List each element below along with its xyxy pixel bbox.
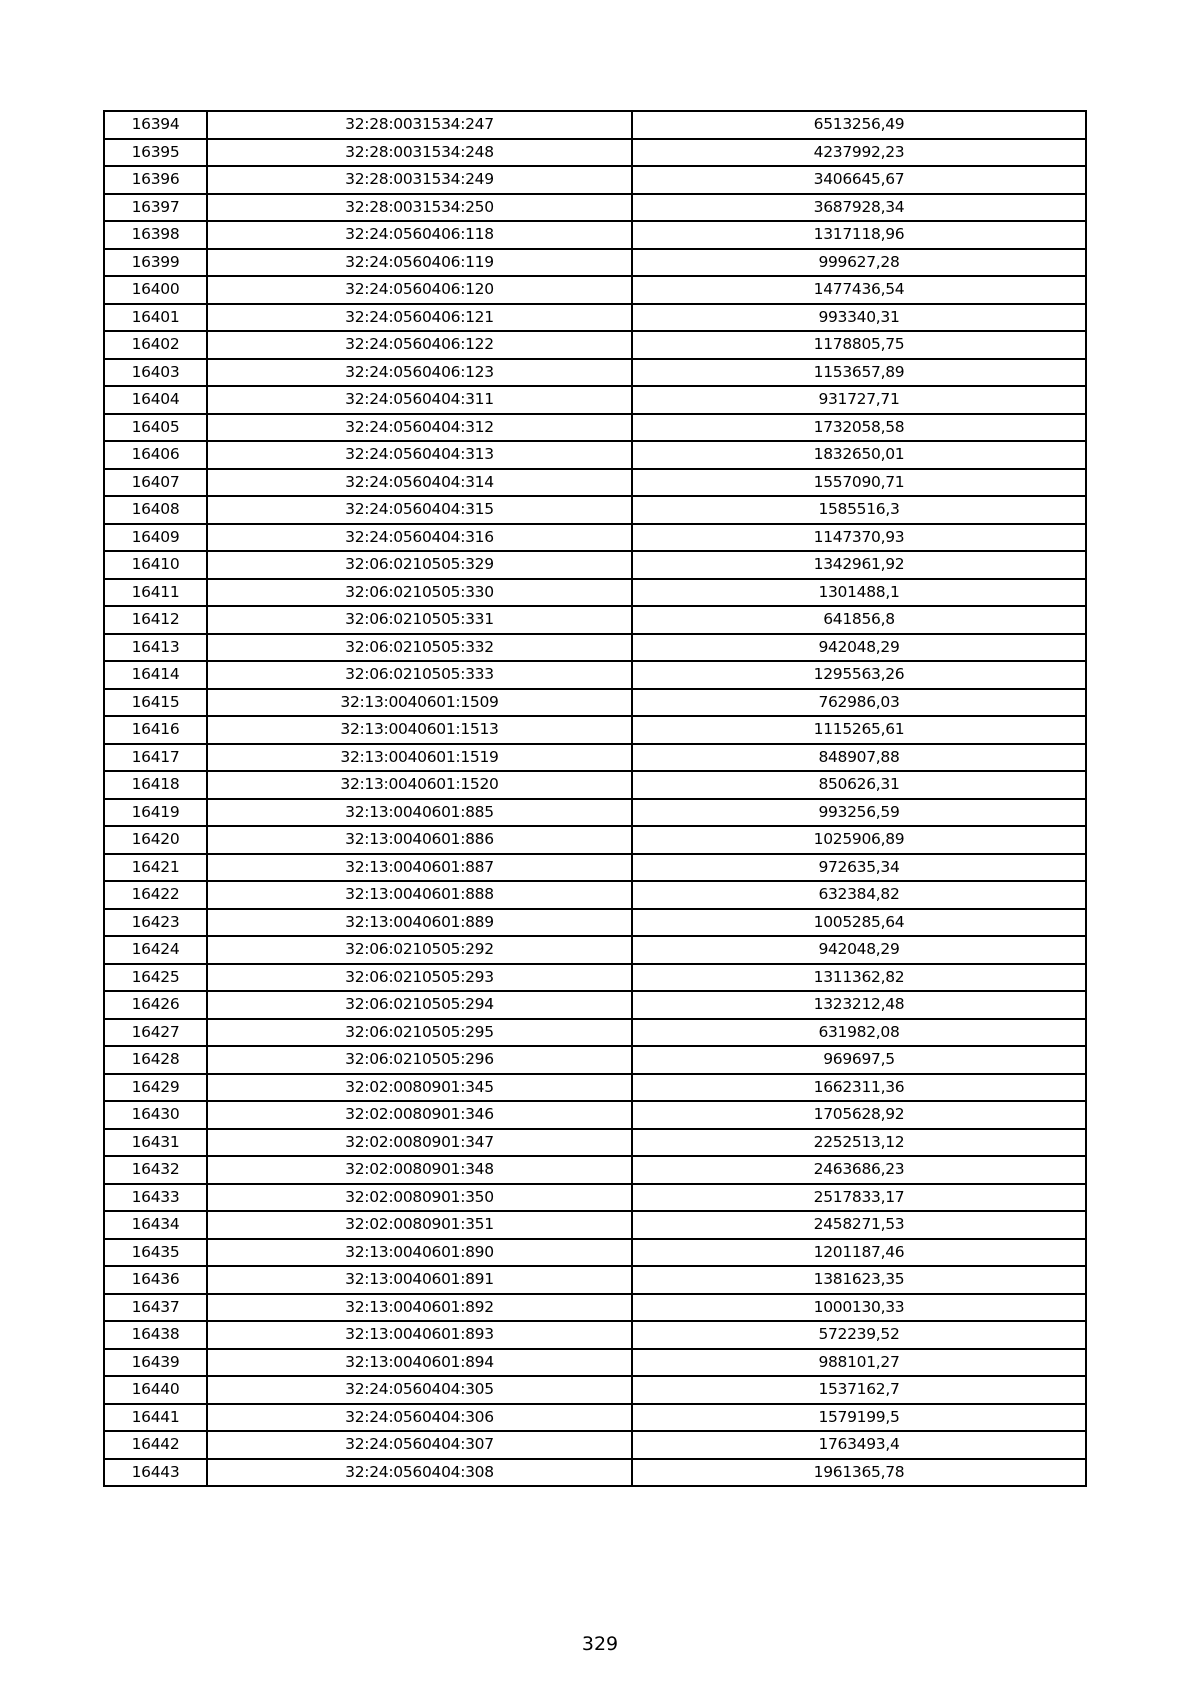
row-number-cell: 16432 xyxy=(104,1156,207,1184)
cadastral-number-cell: 32:02:0080901:348 xyxy=(207,1156,632,1184)
cadastral-number-cell: 32:24:0560404:313 xyxy=(207,441,632,469)
value-cell: 1585516,3 xyxy=(632,496,1086,524)
row-number-cell: 16395 xyxy=(104,139,207,167)
table-row xyxy=(104,441,1086,469)
row-number-cell: 16406 xyxy=(104,441,207,469)
table-row xyxy=(104,1376,1086,1404)
value-cell: 999627,28 xyxy=(632,249,1086,277)
table-row xyxy=(104,469,1086,497)
table-row xyxy=(104,1184,1086,1212)
value-cell: 1301488,1 xyxy=(632,579,1086,607)
cadastral-number-cell: 32:02:0080901:350 xyxy=(207,1184,632,1212)
row-number-cell: 16428 xyxy=(104,1046,207,1074)
cadastral-number-cell: 32:13:0040601:1520 xyxy=(207,771,632,799)
row-number-cell: 16424 xyxy=(104,936,207,964)
value-cell: 641856,8 xyxy=(632,606,1086,634)
cadastral-number-cell: 32:06:0210505:295 xyxy=(207,1019,632,1047)
cadastral-number-cell: 32:24:0560404:305 xyxy=(207,1376,632,1404)
cadastral-number-cell: 32:02:0080901:345 xyxy=(207,1074,632,1102)
row-number-cell: 16442 xyxy=(104,1431,207,1459)
cadastral-number-cell: 32:24:0560406:119 xyxy=(207,249,632,277)
value-cell: 1000130,33 xyxy=(632,1294,1086,1322)
row-number-cell: 16398 xyxy=(104,221,207,249)
row-number-cell: 16433 xyxy=(104,1184,207,1212)
value-cell: 848907,88 xyxy=(632,744,1086,772)
cadastral-number-cell: 32:24:0560406:120 xyxy=(207,276,632,304)
cadastral-number-cell: 32:13:0040601:1509 xyxy=(207,689,632,717)
cadastral-number-cell: 32:06:0210505:296 xyxy=(207,1046,632,1074)
table-row xyxy=(104,1101,1086,1129)
value-cell: 2458271,53 xyxy=(632,1211,1086,1239)
cadastral-number-cell: 32:24:0560406:121 xyxy=(207,304,632,332)
value-cell: 1763493,4 xyxy=(632,1431,1086,1459)
table-row xyxy=(104,496,1086,524)
cadastral-number-cell: 32:24:0560406:122 xyxy=(207,331,632,359)
cadastral-number-cell: 32:13:0040601:892 xyxy=(207,1294,632,1322)
table-row xyxy=(104,249,1086,277)
cadastral-number-cell: 32:06:0210505:293 xyxy=(207,964,632,992)
row-number-cell: 16443 xyxy=(104,1459,207,1487)
cadastral-number-cell: 32:02:0080901:347 xyxy=(207,1129,632,1157)
table-row xyxy=(104,524,1086,552)
cadastral-number-cell: 32:13:0040601:1513 xyxy=(207,716,632,744)
table-row xyxy=(104,221,1086,249)
table-row xyxy=(104,689,1086,717)
row-number-cell: 16412 xyxy=(104,606,207,634)
value-cell: 6513256,49 xyxy=(632,111,1086,139)
cadastral-number-cell: 32:02:0080901:351 xyxy=(207,1211,632,1239)
row-number-cell: 16422 xyxy=(104,881,207,909)
row-number-cell: 16436 xyxy=(104,1266,207,1294)
table-row xyxy=(104,634,1086,662)
cadastral-number-cell: 32:24:0560404:311 xyxy=(207,386,632,414)
value-cell: 1311362,82 xyxy=(632,964,1086,992)
row-number-cell: 16430 xyxy=(104,1101,207,1129)
row-number-cell: 16404 xyxy=(104,386,207,414)
value-cell: 1832650,01 xyxy=(632,441,1086,469)
row-number-cell: 16431 xyxy=(104,1129,207,1157)
row-number-cell: 16400 xyxy=(104,276,207,304)
value-cell: 1381623,35 xyxy=(632,1266,1086,1294)
table-row xyxy=(104,881,1086,909)
value-cell: 1153657,89 xyxy=(632,359,1086,387)
cadastral-number-cell: 32:13:0040601:1519 xyxy=(207,744,632,772)
table-row xyxy=(104,166,1086,194)
row-number-cell: 16411 xyxy=(104,579,207,607)
table-row xyxy=(104,661,1086,689)
cadastral-number-cell: 32:13:0040601:885 xyxy=(207,799,632,827)
cadastral-number-cell: 32:06:0210505:292 xyxy=(207,936,632,964)
value-cell: 1201187,46 xyxy=(632,1239,1086,1267)
row-number-cell: 16418 xyxy=(104,771,207,799)
table-row xyxy=(104,414,1086,442)
value-cell: 972635,34 xyxy=(632,854,1086,882)
table-body xyxy=(104,111,1086,1486)
data-table xyxy=(103,110,1087,1487)
value-cell: 1342961,92 xyxy=(632,551,1086,579)
value-cell: 2463686,23 xyxy=(632,1156,1086,1184)
row-number-cell: 16394 xyxy=(104,111,207,139)
row-number-cell: 16441 xyxy=(104,1404,207,1432)
row-number-cell: 16435 xyxy=(104,1239,207,1267)
cadastral-number-cell: 32:24:0560404:314 xyxy=(207,469,632,497)
cadastral-number-cell: 32:06:0210505:330 xyxy=(207,579,632,607)
table-row xyxy=(104,1074,1086,1102)
cadastral-number-cell: 32:24:0560404:306 xyxy=(207,1404,632,1432)
row-number-cell: 16403 xyxy=(104,359,207,387)
value-cell: 3406645,67 xyxy=(632,166,1086,194)
value-cell: 4237992,23 xyxy=(632,139,1086,167)
table-row xyxy=(104,551,1086,579)
cadastral-number-cell: 32:13:0040601:889 xyxy=(207,909,632,937)
row-number-cell: 16417 xyxy=(104,744,207,772)
table-row xyxy=(104,194,1086,222)
value-cell: 1115265,61 xyxy=(632,716,1086,744)
value-cell: 988101,27 xyxy=(632,1349,1086,1377)
table-row xyxy=(104,1431,1086,1459)
table-row xyxy=(104,386,1086,414)
value-cell: 850626,31 xyxy=(632,771,1086,799)
cadastral-number-cell: 32:06:0210505:333 xyxy=(207,661,632,689)
row-number-cell: 16408 xyxy=(104,496,207,524)
value-cell: 1025906,89 xyxy=(632,826,1086,854)
table-row xyxy=(104,1156,1086,1184)
row-number-cell: 16396 xyxy=(104,166,207,194)
row-number-cell: 16416 xyxy=(104,716,207,744)
cadastral-number-cell: 32:13:0040601:894 xyxy=(207,1349,632,1377)
table-row xyxy=(104,909,1086,937)
cadastral-number-cell: 32:13:0040601:888 xyxy=(207,881,632,909)
table-row xyxy=(104,304,1086,332)
row-number-cell: 16434 xyxy=(104,1211,207,1239)
value-cell: 993340,31 xyxy=(632,304,1086,332)
table-row xyxy=(104,1349,1086,1377)
cadastral-number-cell: 32:24:0560404:307 xyxy=(207,1431,632,1459)
table-row xyxy=(104,826,1086,854)
row-number-cell: 16415 xyxy=(104,689,207,717)
row-number-cell: 16439 xyxy=(104,1349,207,1377)
value-cell: 1477436,54 xyxy=(632,276,1086,304)
table-row xyxy=(104,606,1086,634)
row-number-cell: 16409 xyxy=(104,524,207,552)
cadastral-number-cell: 32:13:0040601:891 xyxy=(207,1266,632,1294)
value-cell: 1005285,64 xyxy=(632,909,1086,937)
table-row xyxy=(104,1046,1086,1074)
table-row xyxy=(104,1459,1086,1487)
table-row xyxy=(104,1294,1086,1322)
table-row xyxy=(104,936,1086,964)
value-cell: 572239,52 xyxy=(632,1321,1086,1349)
row-number-cell: 16426 xyxy=(104,991,207,1019)
table-row xyxy=(104,111,1086,139)
cadastral-number-cell: 32:28:0031534:249 xyxy=(207,166,632,194)
value-cell: 2517833,17 xyxy=(632,1184,1086,1212)
cadastral-number-cell: 32:13:0040601:886 xyxy=(207,826,632,854)
row-number-cell: 16410 xyxy=(104,551,207,579)
value-cell: 1537162,7 xyxy=(632,1376,1086,1404)
row-number-cell: 16397 xyxy=(104,194,207,222)
table-row xyxy=(104,799,1086,827)
cadastral-number-cell: 32:06:0210505:329 xyxy=(207,551,632,579)
table-row xyxy=(104,771,1086,799)
table-row xyxy=(104,1211,1086,1239)
cadastral-number-cell: 32:24:0560406:118 xyxy=(207,221,632,249)
value-cell: 631982,08 xyxy=(632,1019,1086,1047)
row-number-cell: 16429 xyxy=(104,1074,207,1102)
cadastral-number-cell: 32:06:0210505:332 xyxy=(207,634,632,662)
cadastral-number-cell: 32:28:0031534:247 xyxy=(207,111,632,139)
value-cell: 942048,29 xyxy=(632,936,1086,964)
cadastral-number-cell: 32:06:0210505:331 xyxy=(207,606,632,634)
row-number-cell: 16413 xyxy=(104,634,207,662)
table-row xyxy=(104,579,1086,607)
cadastral-number-cell: 32:24:0560404:316 xyxy=(207,524,632,552)
table-row xyxy=(104,1266,1086,1294)
table-row xyxy=(104,1019,1086,1047)
table-row xyxy=(104,964,1086,992)
table-row xyxy=(104,854,1086,882)
value-cell: 1732058,58 xyxy=(632,414,1086,442)
row-number-cell: 16421 xyxy=(104,854,207,882)
table-row xyxy=(104,1404,1086,1432)
cadastral-number-cell: 32:24:0560404:315 xyxy=(207,496,632,524)
value-cell: 969697,5 xyxy=(632,1046,1086,1074)
row-number-cell: 16402 xyxy=(104,331,207,359)
page-number: 329 xyxy=(581,1633,619,1655)
cadastral-number-cell: 32:28:0031534:250 xyxy=(207,194,632,222)
cadastral-number-cell: 32:13:0040601:893 xyxy=(207,1321,632,1349)
value-cell: 931727,71 xyxy=(632,386,1086,414)
cadastral-number-cell: 32:13:0040601:887 xyxy=(207,854,632,882)
row-number-cell: 16407 xyxy=(104,469,207,497)
cadastral-number-cell: 32:24:0560404:312 xyxy=(207,414,632,442)
row-number-cell: 16437 xyxy=(104,1294,207,1322)
value-cell: 1961365,78 xyxy=(632,1459,1086,1487)
cadastral-number-cell: 32:06:0210505:294 xyxy=(207,991,632,1019)
table-row xyxy=(104,1239,1086,1267)
row-number-cell: 16419 xyxy=(104,799,207,827)
row-number-cell: 16405 xyxy=(104,414,207,442)
row-number-cell: 16423 xyxy=(104,909,207,937)
value-cell: 1662311,36 xyxy=(632,1074,1086,1102)
cadastral-number-cell: 32:13:0040601:890 xyxy=(207,1239,632,1267)
row-number-cell: 16425 xyxy=(104,964,207,992)
row-number-cell: 16427 xyxy=(104,1019,207,1047)
value-cell: 1178805,75 xyxy=(632,331,1086,359)
value-cell: 942048,29 xyxy=(632,634,1086,662)
value-cell: 1705628,92 xyxy=(632,1101,1086,1129)
table-row xyxy=(104,359,1086,387)
value-cell: 1323212,48 xyxy=(632,991,1086,1019)
table-row xyxy=(104,331,1086,359)
row-number-cell: 16401 xyxy=(104,304,207,332)
value-cell: 1317118,96 xyxy=(632,221,1086,249)
table-row xyxy=(104,139,1086,167)
value-cell: 993256,59 xyxy=(632,799,1086,827)
value-cell: 2252513,12 xyxy=(632,1129,1086,1157)
table-row xyxy=(104,1129,1086,1157)
row-number-cell: 16440 xyxy=(104,1376,207,1404)
value-cell: 632384,82 xyxy=(632,881,1086,909)
cadastral-number-cell: 32:24:0560406:123 xyxy=(207,359,632,387)
table-row xyxy=(104,744,1086,772)
table-row xyxy=(104,991,1086,1019)
value-cell: 1147370,93 xyxy=(632,524,1086,552)
row-number-cell: 16399 xyxy=(104,249,207,277)
table-row xyxy=(104,1321,1086,1349)
cadastral-number-cell: 32:24:0560404:308 xyxy=(207,1459,632,1487)
value-cell: 1295563,26 xyxy=(632,661,1086,689)
value-cell: 762986,03 xyxy=(632,689,1086,717)
row-number-cell: 16438 xyxy=(104,1321,207,1349)
value-cell: 1579199,5 xyxy=(632,1404,1086,1432)
cadastral-number-cell: 32:28:0031534:248 xyxy=(207,139,632,167)
value-cell: 1557090,71 xyxy=(632,469,1086,497)
value-cell: 3687928,34 xyxy=(632,194,1086,222)
table-row xyxy=(104,276,1086,304)
row-number-cell: 16414 xyxy=(104,661,207,689)
cadastral-number-cell: 32:02:0080901:346 xyxy=(207,1101,632,1129)
table-row xyxy=(104,716,1086,744)
row-number-cell: 16420 xyxy=(104,826,207,854)
